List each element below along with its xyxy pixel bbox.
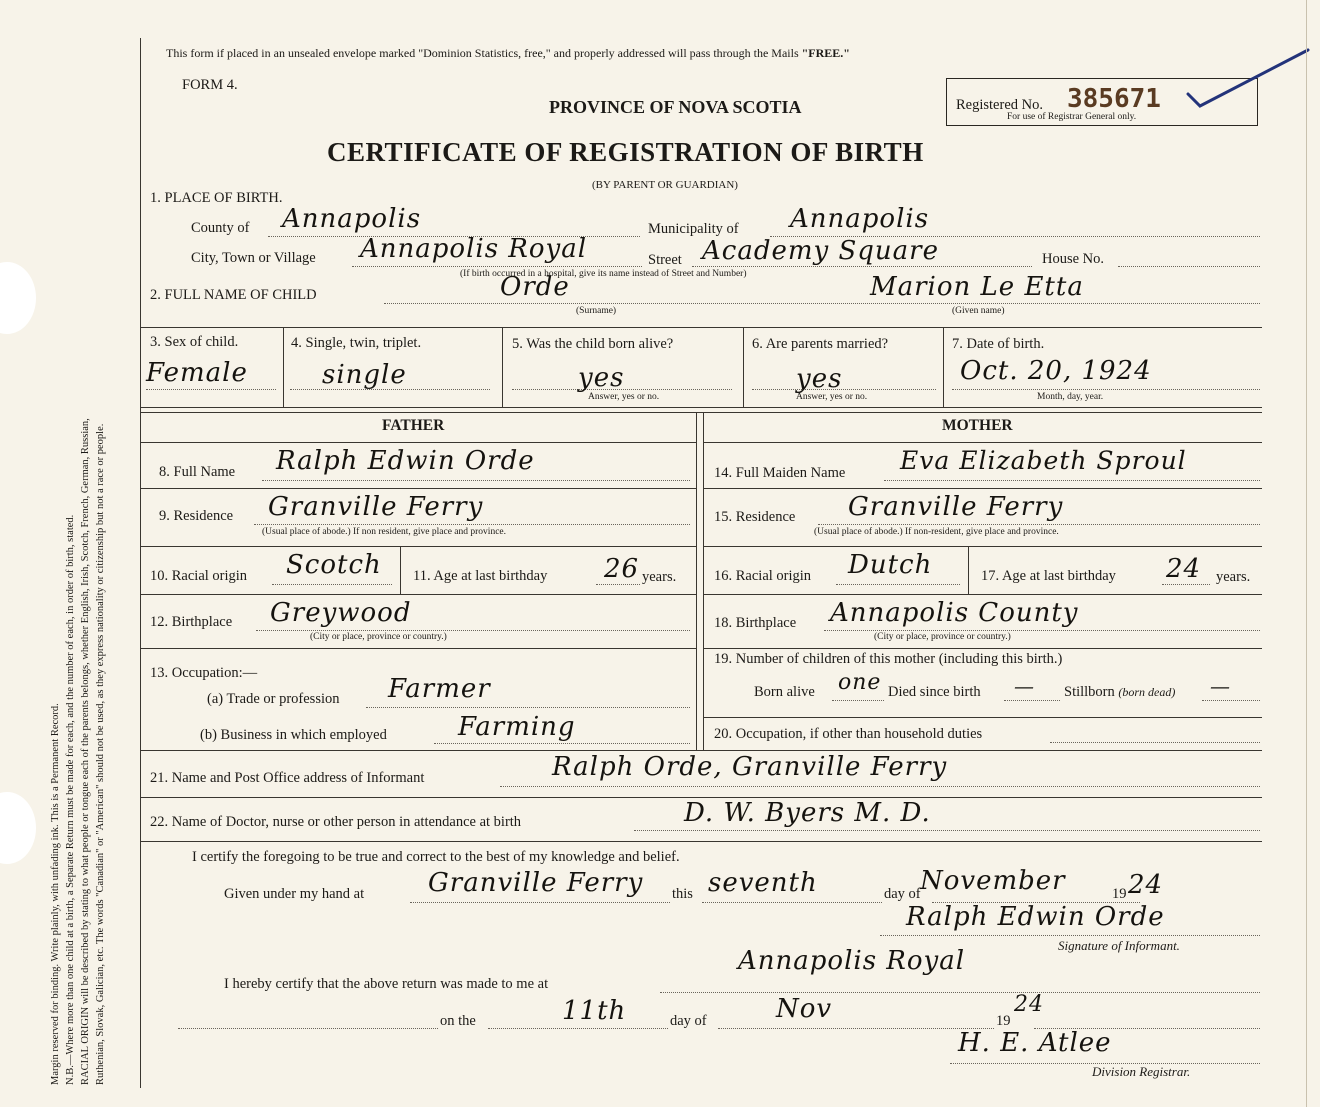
- registrar-year-prefix: 19: [996, 1013, 1011, 1029]
- father-age-value: 26: [604, 554, 640, 584]
- date-of-birth-label: 7. Date of birth.: [952, 336, 1045, 352]
- parents-married-value: yes: [796, 364, 843, 394]
- certify-day-of-label: day of: [884, 886, 921, 902]
- doctor-value: D. W. Byers M. D.: [684, 798, 931, 828]
- informant-label: 21. Name and Post Office address of Informant: [150, 770, 425, 786]
- father-trade-label: (a) Trade or profession: [207, 691, 340, 707]
- house-number-label: House No.: [1042, 251, 1105, 267]
- stillborn-label: [1064, 684, 1175, 701]
- margin-line-1: Margin reserved for binding. Write plainly, with unfading ink. This is a Permanent Record.: [50, 703, 61, 1085]
- born-alive-label: 5. Was the child born alive?: [512, 336, 674, 352]
- registrar-day-value: 11th: [562, 996, 627, 1026]
- municipality-label: Municipality of: [648, 221, 739, 237]
- mail-note-free: "FREE.": [801, 46, 850, 60]
- street-label: Street: [648, 252, 682, 268]
- father-racial-origin-value: Scotch: [286, 550, 382, 580]
- city-label: City, Town or Village: [191, 250, 316, 266]
- mother-age-value: 24: [1166, 554, 1202, 584]
- check-mark-icon: [1170, 44, 1320, 114]
- mother-residence-value: Granville Ferry: [848, 492, 1064, 522]
- county-value: Annapolis: [282, 204, 422, 234]
- certify-month-value: November: [920, 866, 1066, 896]
- father-name-value: Ralph Edwin Orde: [276, 446, 535, 476]
- province-heading: PROVINCE OF NOVA SCOTIA: [549, 97, 802, 117]
- born-alive-caption: Answer, yes or no.: [588, 392, 660, 402]
- sex-value: Female: [146, 358, 248, 388]
- given-place-value: Granville Ferry: [428, 868, 644, 898]
- mail-note: [166, 46, 850, 61]
- father-heading: FATHER: [382, 417, 445, 434]
- binding-hole-bottom: [0, 792, 36, 864]
- father-business-value: Farming: [458, 712, 576, 742]
- hospital-note: (If birth occurred in a hospital, give its name instead of Street and Number): [460, 269, 747, 279]
- mother-age-unit: years.: [1216, 569, 1251, 585]
- parents-married-label: 6. Are parents married?: [752, 336, 889, 352]
- mother-age-label: 17. Age at last birthday: [981, 568, 1116, 584]
- mother-racial-origin-value: Dutch: [848, 550, 933, 580]
- died-since-birth-value: —: [1014, 674, 1035, 698]
- city-value: Annapolis Royal: [360, 234, 588, 264]
- document-subtitle: (BY PARENT OR GUARDIAN): [592, 179, 738, 191]
- father-birthplace-value: Greywood: [270, 598, 412, 628]
- born-alive-count-value: one: [838, 670, 882, 695]
- county-label: County of: [191, 220, 250, 236]
- stillborn-label-text: Stillborn: [1064, 684, 1115, 700]
- father-residence-label: 9. Residence: [159, 508, 234, 524]
- this-label: this: [672, 886, 693, 902]
- child-given-name: Marion Le Etta: [870, 272, 1084, 302]
- registered-no-value: 385671: [1067, 84, 1161, 114]
- certify-day-value: seventh: [708, 868, 818, 898]
- registrar-statement: I hereby certify that the above return was made to me at: [224, 976, 549, 992]
- stillborn-value: —: [1210, 674, 1231, 698]
- page-edge: [1306, 0, 1307, 1107]
- mother-heading: MOTHER: [942, 417, 1013, 434]
- mother-name-label: 14. Full Maiden Name: [714, 465, 846, 481]
- place-of-birth-label: 1. PLACE OF BIRTH.: [150, 190, 283, 206]
- given-under-hand-label: Given under my hand at: [224, 886, 365, 902]
- certify-statement: I certify the foregoing to be true and correct to the best of my knowledge and belief.: [192, 849, 680, 865]
- children-count-label: 19. Number of children of this mother (including this birth.): [714, 651, 1063, 667]
- mother-residence-note: (Usual place of abode.) If non-resident, give place and province.: [814, 527, 1059, 537]
- margin-notes: [48, 45, 108, 1085]
- father-business-label: (b) Business in which employed: [200, 727, 387, 743]
- father-birthplace-note: (City or place, province or country.): [310, 632, 447, 642]
- mother-occupation-label: 20. Occupation, if other than household duties: [714, 726, 983, 742]
- father-age-unit: years.: [642, 569, 677, 585]
- stillborn-note: (born dead): [1118, 685, 1176, 699]
- margin-border: [140, 38, 141, 1088]
- registrar-month-value: Nov: [776, 994, 833, 1024]
- died-since-birth-label: Died since birth: [888, 684, 981, 700]
- mother-residence-label: 15. Residence: [714, 509, 796, 525]
- mother-birthplace-note: (City or place, province or country.): [874, 632, 1011, 642]
- binding-hole-top: [0, 262, 36, 334]
- surname-caption: (Surname): [576, 306, 617, 316]
- child-name-label: 2. FULL NAME OF CHILD: [150, 287, 317, 303]
- street-value: Academy Square: [702, 236, 939, 266]
- father-age-label: 11. Age at last birthday: [413, 568, 548, 584]
- parents-married-caption: Answer, yes or no.: [796, 392, 868, 402]
- mail-note-text: This form if placed in an unsealed envelope marked "Dominion Statistics, free," and properly addressed will pass through the Mails: [166, 46, 802, 60]
- born-alive-value: yes: [578, 363, 625, 393]
- margin-line-3: RACIAL ORIGIN will be described by stating to what people or tongue each of the parents belongs, whether English, Irish, Scotch, French, German, Russian,: [80, 418, 91, 1085]
- informant-value: Ralph Orde, Granville Ferry: [552, 752, 948, 782]
- municipality-value: Annapolis: [790, 204, 930, 234]
- father-trade-value: Farmer: [388, 674, 491, 704]
- father-birthplace-label: 12. Birthplace: [150, 614, 233, 630]
- registrar-on-the-label: on the: [440, 1013, 476, 1029]
- registrar-year-value: 24: [1014, 992, 1044, 1017]
- date-of-birth-caption: Month, day, year.: [1037, 392, 1104, 402]
- document-title: CERTIFICATE OF REGISTRATION OF BIRTH: [327, 137, 924, 167]
- form-number: FORM 4.: [182, 77, 238, 93]
- registrar-signature: H. E. Atlee: [958, 1028, 1112, 1058]
- plurality-value: single: [322, 360, 407, 390]
- father-residence-value: Granville Ferry: [268, 492, 484, 522]
- mother-name-value: Eva Elizabeth Sproul: [900, 446, 1187, 475]
- sex-label: 3. Sex of child.: [150, 334, 239, 350]
- father-residence-note: (Usual place of abode.) If non resident, give place and province.: [262, 527, 506, 537]
- margin-line-4: Ruthenian, Slovak, Galician, etc. The words "Canadian" or "American" should not be used, as they express nationality or citizenship but not a race or people.: [95, 423, 106, 1085]
- father-occupation-label: 13. Occupation:—: [150, 665, 258, 681]
- mother-racial-origin-label: 16. Racial origin: [714, 568, 812, 584]
- mother-birthplace-label: 18. Birthplace: [714, 615, 797, 631]
- mother-birthplace-value: Annapolis County: [830, 598, 1079, 628]
- informant-signature-caption: Signature of Informant.: [1058, 938, 1180, 953]
- certify-year-prefix: 19: [1112, 886, 1127, 902]
- registrar-signature-caption: Division Registrar.: [1092, 1064, 1191, 1079]
- registrar-general-note: For use of Registrar General only.: [1007, 112, 1137, 122]
- registrar-place-value: Annapolis Royal: [738, 946, 966, 976]
- plurality-label: 4. Single, twin, triplet.: [291, 335, 422, 351]
- child-surname: Orde: [500, 272, 570, 302]
- informant-signature: Ralph Edwin Orde: [906, 902, 1165, 932]
- father-racial-origin-label: 10. Racial origin: [150, 568, 248, 584]
- margin-line-2: N.B.—Where more than one child at a birth, a Separate Return must be made for each, and the number of each, in order of birth, stated.: [65, 514, 76, 1085]
- registered-no-label: Registered No.: [956, 97, 1043, 113]
- certify-year-value: 24: [1128, 870, 1164, 900]
- date-of-birth-value: Oct. 20, 1924: [960, 356, 1152, 386]
- father-name-label: 8. Full Name: [159, 464, 236, 480]
- born-alive-count-label: Born alive: [754, 684, 815, 700]
- registrar-day-of-label: day of: [670, 1013, 707, 1029]
- given-name-caption: (Given name): [952, 306, 1005, 316]
- doctor-label: 22. Name of Doctor, nurse or other person in attendance at birth: [150, 814, 522, 830]
